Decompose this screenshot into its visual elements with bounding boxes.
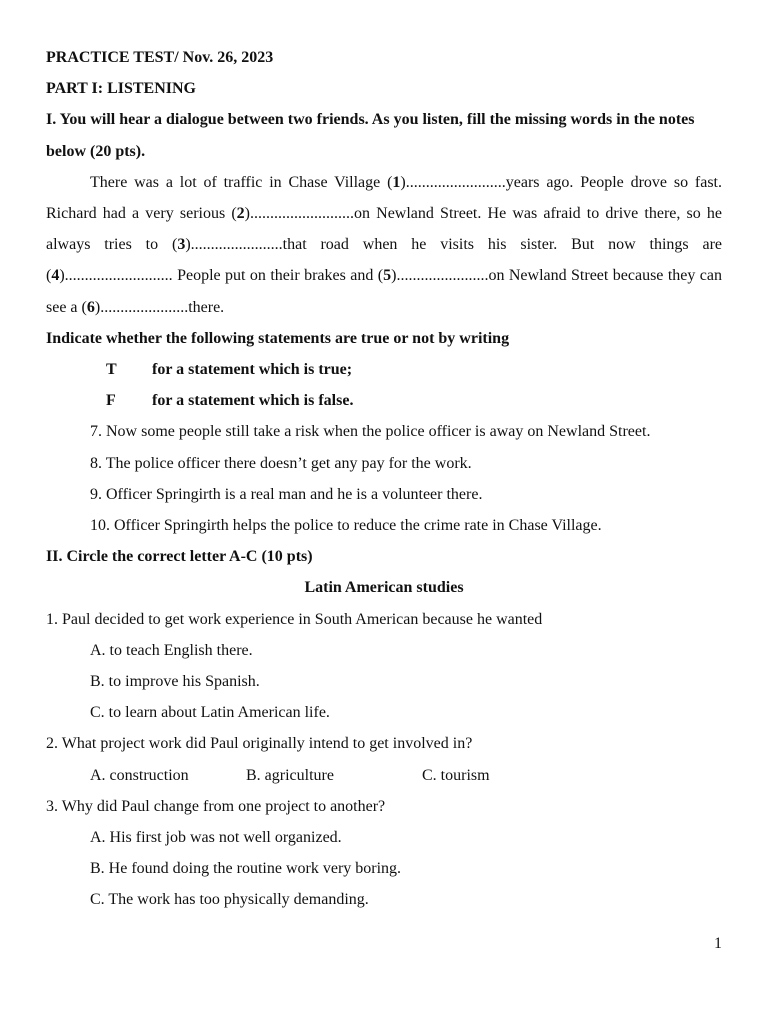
question-1-option-a: A. to teach English there. [90, 641, 253, 659]
statement-10: 10. Officer Springirth helps the police to reduce the crime rate in Chase Village. [90, 517, 602, 535]
question-3-option-a: A. His first job was not well organized. [90, 829, 342, 847]
part-heading: PART I: LISTENING [46, 80, 196, 98]
question-2-option-a: A. construction [90, 766, 189, 784]
blank-number: 3 [177, 236, 186, 254]
blank-number: 2 [236, 205, 245, 223]
document-page [46, 42, 722, 916]
section1-heading: I. You will hear a dialogue between two friends. As you listen, fill the missing words in the notes below (20 pts). [46, 111, 695, 160]
question-2: 2. What project work did Paul originally intend to get involved in? [46, 735, 473, 753]
section2-heading: II. Circle the correct letter A-C (10 pts) [46, 548, 313, 566]
statement-8: 8. The police officer there doesn’t get any pay for the work. [90, 454, 472, 472]
tf-option-true: T for a statement which is true; [106, 361, 353, 379]
statement-9: 9. Officer Springirth is a real man and he is a volunteer there. [90, 485, 483, 503]
question-1: 1. Paul decided to get work experience in South American because he wanted [46, 610, 543, 628]
statement-7: 7. Now some people still take a risk when the police officer is away on Newland Street. [90, 423, 651, 441]
question-1-option-c: C. to learn about Latin American life. [90, 704, 330, 722]
blank-number: 6 [86, 298, 95, 316]
test-title: PRACTICE TEST/ Nov. 26, 2023 [46, 49, 274, 66]
blank-number: 1 [392, 173, 401, 191]
question-3-option-c: C. The work has too physically demanding. [90, 891, 369, 909]
fill-in-passage: There was a lot of traffic in Chase Village (1).........................years ago. People drove so fast. Richard had a very serious (2)..........................on Newland Street. He was afraid to drive there, so he always tries to (3).......................that road when he visits his sister. But now things are (4)........................... People put on their brakes and (5).......................on Newland Street because they can see a (6)......................there. [46, 173, 723, 316]
question-1-option-b: B. to improve his Spanish. [90, 673, 260, 691]
question-3: 3. Why did Paul change from one project to another? [46, 797, 386, 815]
question-2-options [90, 760, 722, 791]
page-number: 1 [714, 935, 722, 952]
blank-number: 5 [383, 267, 392, 285]
section2-subtitle: Latin American studies [304, 579, 464, 597]
blank-number: 4 [51, 267, 60, 285]
tf-instruction: Indicate whether the following statements are true or not by writing [46, 329, 510, 347]
question-2-option-b: B. agriculture [246, 766, 334, 784]
question-2-option-c: C. tourism [422, 766, 490, 784]
question-3-option-b: B. He found doing the routine work very boring. [90, 860, 402, 878]
tf-option-false: F for a statement which is false. [106, 392, 354, 410]
